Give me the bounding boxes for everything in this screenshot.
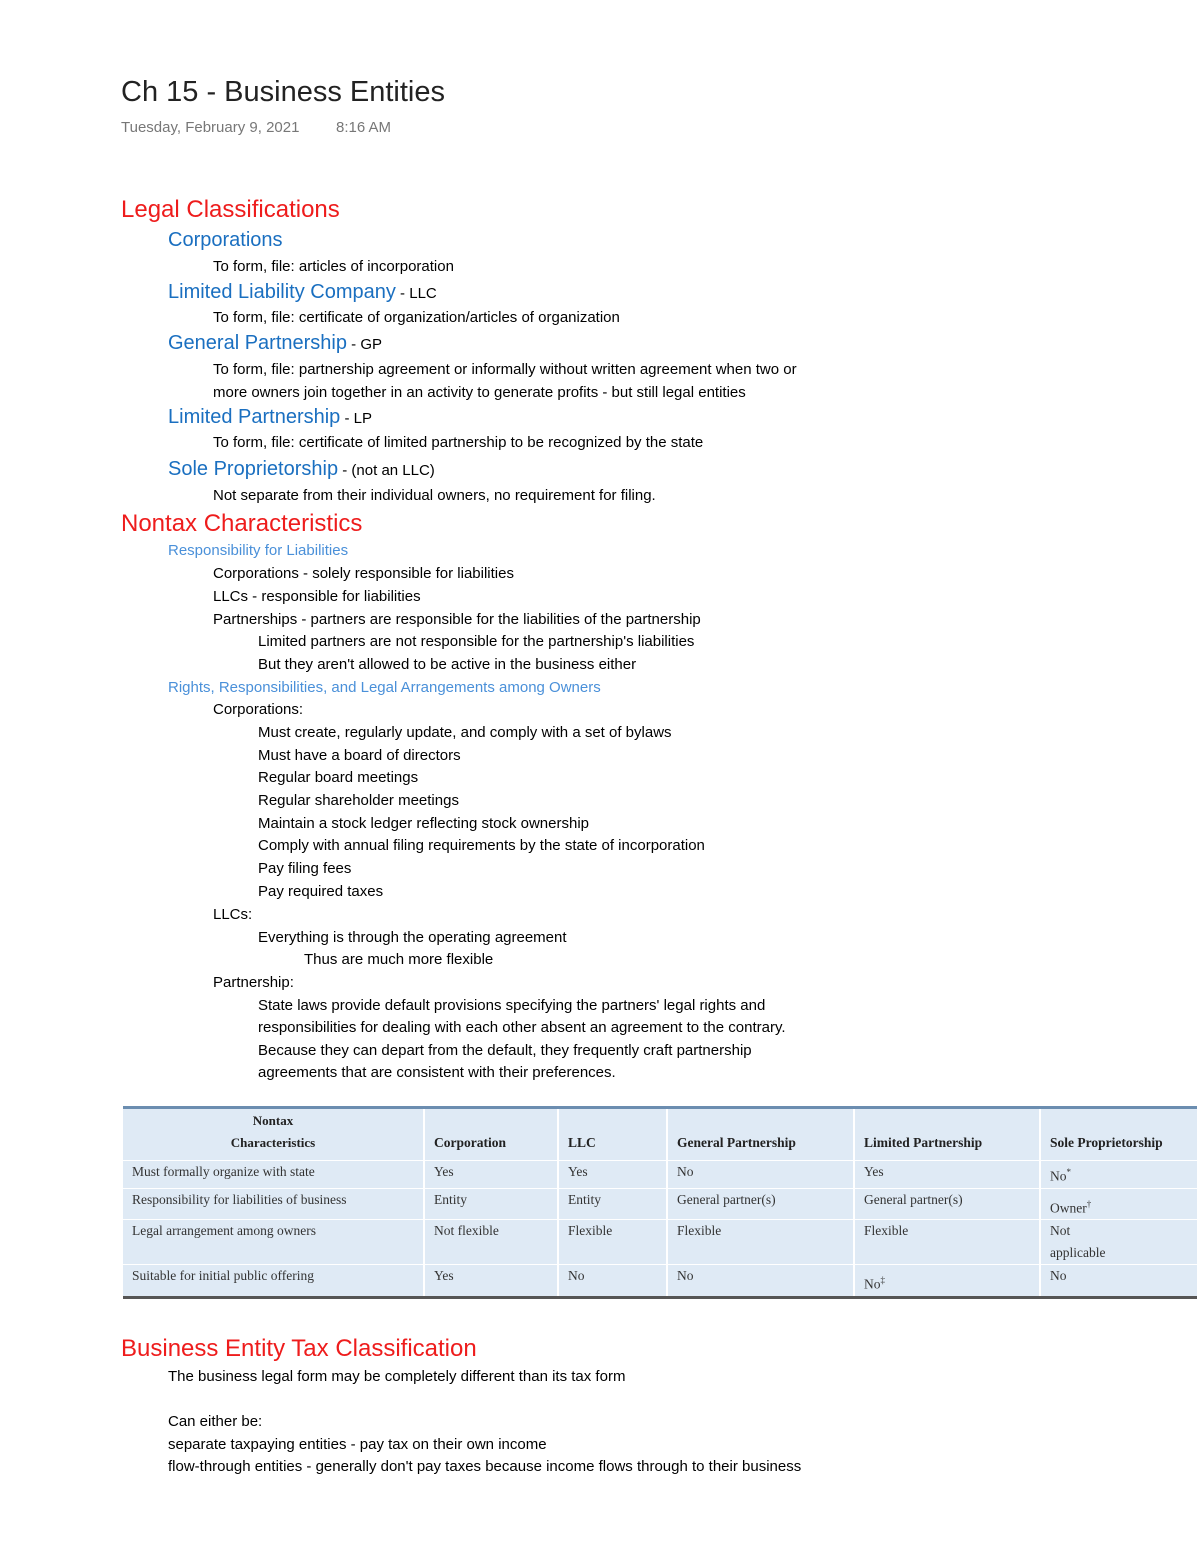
- table-header: General Partnership: [667, 1108, 854, 1161]
- table-cell: No*: [1040, 1161, 1197, 1189]
- table-header-row: [123, 1108, 1197, 1161]
- list-item: Must have a board of directors: [258, 747, 461, 764]
- table-cell: General partner(s): [854, 1188, 1040, 1220]
- table-cell: No: [1040, 1265, 1197, 1298]
- table-header: Sole Proprietorship: [1040, 1108, 1197, 1161]
- list-item: Pay required taxes: [258, 883, 384, 900]
- corporations-desc: To form, file: articles of incorporation: [213, 258, 454, 275]
- list-item: Maintain a stock ledger reflecting stock ownership: [258, 815, 589, 832]
- gp-desc-1: To form, file: partnership agreement or informally without written agreement when two or: [213, 361, 797, 378]
- corporations-heading: Corporations: [168, 229, 283, 251]
- table-cell: Yes: [424, 1161, 558, 1189]
- table-cell: Flexible: [667, 1220, 854, 1265]
- table-row: [123, 1265, 1197, 1298]
- page-date: Tuesday, February 9, 2021: [121, 119, 300, 136]
- table-cell: Yes: [424, 1265, 558, 1298]
- page-title: Ch 15 - Business Entities: [121, 76, 445, 108]
- liab-limited-partners: Limited partners are not responsible for the partnership's liabilities: [258, 633, 695, 650]
- tax-line: The business legal form may be completely different than its tax form: [168, 1368, 626, 1385]
- table-row: [123, 1220, 1197, 1265]
- table-cell: General partner(s): [667, 1188, 854, 1220]
- liabilities-subheading: Responsibility for Liabilities: [168, 542, 349, 559]
- legal-heading: Legal Classifications: [121, 196, 340, 223]
- lp-desc: To form, file: certificate of limited partnership to be recognized by the state: [213, 434, 704, 451]
- table-header: Limited Partnership: [854, 1108, 1040, 1161]
- partnership-line: responsibilities for dealing with each other absent an agreement to the contrary.: [258, 1019, 786, 1036]
- partnership-line: State laws provide default provisions specifying the partners' legal rights and: [258, 997, 766, 1014]
- rights-llc-label: LLCs:: [213, 906, 253, 923]
- table-row: [123, 1161, 1197, 1189]
- tax-line: flow-through entities - generally don't pay taxes because income flows through to their business: [168, 1458, 802, 1475]
- llc-subitem: Thus are much more flexible: [304, 951, 494, 968]
- nontax-heading: Nontax Characteristics: [121, 510, 363, 537]
- page-time: 8:16 AM: [336, 119, 392, 136]
- liab-corp: Corporations - solely responsible for liabilities: [213, 565, 514, 582]
- table-cell: Owner†: [1040, 1188, 1197, 1220]
- list-item: Comply with annual filing requirements by the state of incorporation: [258, 837, 705, 854]
- rights-corp-label: Corporations:: [213, 701, 304, 718]
- list-item: Regular board meetings: [258, 769, 419, 786]
- table-cell: Not applicable: [1040, 1220, 1197, 1265]
- sp-desc: Not separate from their individual owners, no requirement for filing.: [213, 487, 656, 504]
- table-header: Nontax Characteristics: [123, 1108, 424, 1161]
- lp-heading: Limited Partnership - LP: [168, 406, 372, 428]
- rights-subheading: Rights, Responsibilities, and Legal Arrangements among Owners: [168, 679, 601, 696]
- table-cell: Yes: [854, 1161, 1040, 1189]
- llc-heading: Limited Liability Company - LLC: [168, 281, 437, 303]
- table-cell: Responsibility for liabilities of business: [123, 1188, 424, 1220]
- sp-heading: Sole Proprietorship - (not an LLC): [168, 458, 435, 480]
- table-header: Corporation: [424, 1108, 558, 1161]
- table-cell: Entity: [424, 1188, 558, 1220]
- table-row: [123, 1188, 1197, 1220]
- table-header: LLC: [558, 1108, 667, 1161]
- liab-llc: LLCs - responsible for liabilities: [213, 588, 421, 605]
- tax-line: Can either be:: [168, 1413, 263, 1430]
- table-cell: Entity: [558, 1188, 667, 1220]
- llc-item: Everything is through the operating agreement: [258, 929, 567, 946]
- table-cell: Flexible: [558, 1220, 667, 1265]
- table-cell: Flexible: [854, 1220, 1040, 1265]
- liab-partnerships: Partnerships - partners are responsible for the liabilities of the partnership: [213, 611, 701, 628]
- table-cell: No‡: [854, 1265, 1040, 1298]
- table-cell: Yes: [558, 1161, 667, 1189]
- table-cell: Suitable for initial public offering: [123, 1265, 424, 1298]
- nontax-characteristics-table: [123, 1106, 1197, 1299]
- liab-limited-partners-note: But they aren't allowed to be active in the business either: [258, 656, 637, 673]
- rights-partnership-label: Partnership:: [213, 974, 294, 991]
- llc-desc: To form, file: certificate of organization/articles of organization: [213, 309, 620, 326]
- table-cell: Must formally organize with state: [123, 1161, 424, 1189]
- table-cell: No: [667, 1161, 854, 1189]
- list-item: Must create, regularly update, and comply with a set of bylaws: [258, 724, 672, 741]
- list-item: Pay filing fees: [258, 860, 352, 877]
- table-cell: Legal arrangement among owners: [123, 1220, 424, 1265]
- gp-desc-2: more owners join together in an activity to generate profits - but still legal entities: [213, 384, 746, 401]
- table-cell: No: [558, 1265, 667, 1298]
- table-cell: No: [667, 1265, 854, 1298]
- tax-heading: Business Entity Tax Classification: [121, 1335, 477, 1362]
- partnership-line: Because they can depart from the default, they frequently craft partnership: [258, 1042, 752, 1059]
- tax-line: separate taxpaying entities - pay tax on their own income: [168, 1436, 547, 1453]
- gp-heading: General Partnership - GP: [168, 332, 382, 354]
- partnership-line: agreements that are consistent with their preferences.: [258, 1064, 616, 1081]
- list-item: Regular shareholder meetings: [258, 792, 459, 809]
- table-cell: Not flexible: [424, 1220, 558, 1265]
